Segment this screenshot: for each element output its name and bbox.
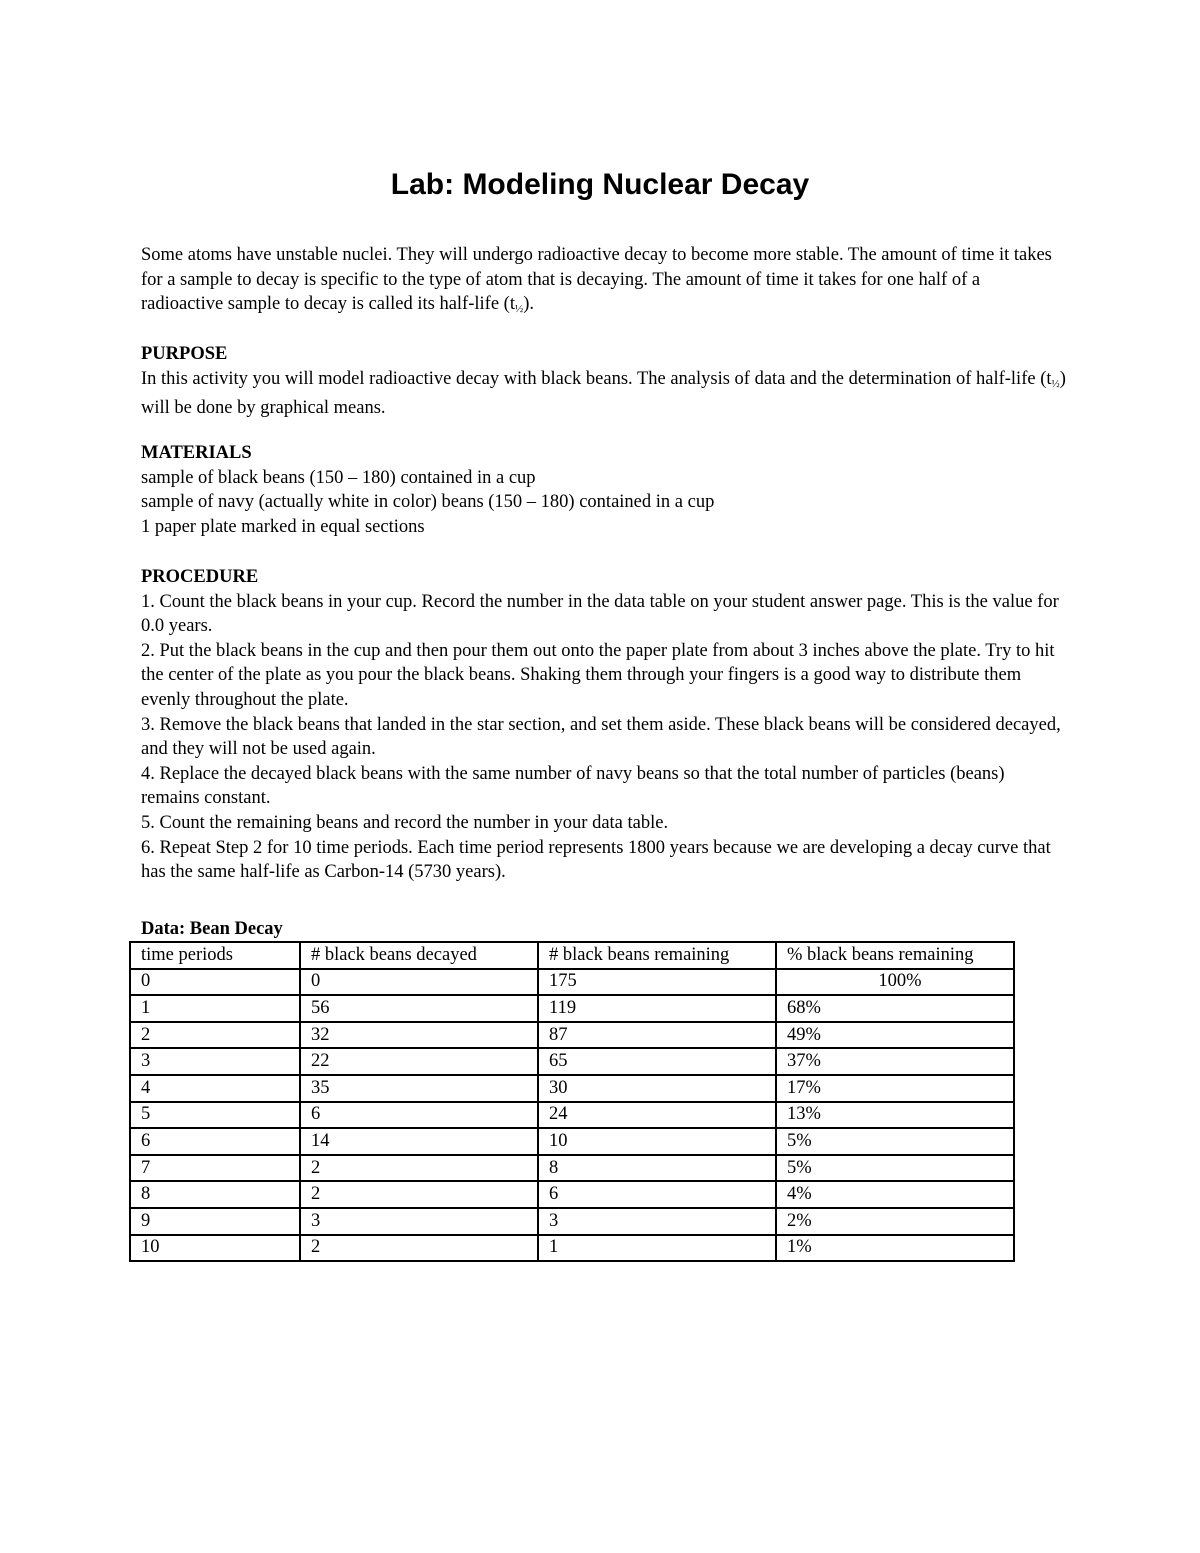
intro-text-end: ). — [523, 294, 535, 315]
page-title: Lab: Modeling Nuclear Decay — [390, 168, 810, 201]
table-header-cell: # black beans decayed — [300, 942, 538, 969]
table-header-cell: time periods — [130, 942, 300, 969]
half-life-subscript: ½ — [514, 303, 524, 316]
table-caption: Data: Bean Decay — [141, 919, 283, 939]
procedure-heading: PROCEDURE — [141, 567, 259, 587]
table-cell: 1 — [538, 1235, 776, 1262]
materials-heading: MATERIALS — [141, 443, 252, 463]
table-cell: 22 — [300, 1048, 538, 1075]
materials-item: sample of black beans (150 – 180) contained in a cup — [141, 467, 536, 488]
table-cell: 4 — [130, 1075, 300, 1102]
table-cell: 100% — [776, 969, 1014, 996]
table-row — [130, 1075, 1014, 1102]
table-cell: 6 — [300, 1102, 538, 1129]
table-cell: 175 — [538, 969, 776, 996]
intro-text: Some atoms have unstable nuclei. They will undergo radioactive decay to become more stable. The amount of time it takes for a sample to decay is specific to the type of atom that is decaying. The amount of time it takes for one half of a radioactive sample to decay is called its half-life (t — [141, 245, 1052, 315]
table-cell: 37% — [776, 1048, 1014, 1075]
table-cell: 32 — [300, 1022, 538, 1049]
table-row — [130, 1022, 1014, 1049]
materials-section — [141, 441, 1066, 539]
table-cell: 4% — [776, 1181, 1014, 1208]
table-row — [130, 969, 1014, 996]
table-cell: 14 — [300, 1128, 538, 1155]
table-row — [130, 1048, 1014, 1075]
table-cell: 2% — [776, 1208, 1014, 1235]
table-cell: 3 — [300, 1208, 538, 1235]
table-header-cell: % black beans remaining — [776, 942, 1014, 969]
table-cell: 1% — [776, 1235, 1014, 1262]
table-cell: 9 — [130, 1208, 300, 1235]
purpose-heading: PURPOSE — [141, 344, 228, 364]
procedure-step: 5. Count the remaining beans and record the number in your data table. — [141, 812, 669, 833]
table-cell: 3 — [538, 1208, 776, 1235]
table-row — [130, 1102, 1014, 1129]
procedure-step: 2. Put the black beans in the cup and then pour them out onto the paper plate from about 3 inches above the plate. Try to hit the center of the plate as you pour the black beans. Shaking them through your fingers is a good way to distribute them evenly throughout the plate. — [141, 640, 1055, 710]
table-row — [130, 995, 1014, 1022]
purpose-text: In this activity you will model radioactive decay with black beans. The analysis of data and the determination of half-life (t — [141, 368, 1052, 389]
table-row — [130, 1155, 1014, 1182]
table-cell: 1 — [130, 995, 300, 1022]
table-row — [130, 1128, 1014, 1155]
table-cell: 119 — [538, 995, 776, 1022]
table-cell: 10 — [538, 1128, 776, 1155]
table-cell: 0 — [300, 969, 538, 996]
procedure-step: 4. Replace the decayed black beans with the same number of navy beans so that the total number of particles (beans) remains constant. — [141, 763, 1005, 809]
table-cell: 2 — [300, 1181, 538, 1208]
table-cell: 8 — [130, 1181, 300, 1208]
purpose-text-end: ) will be done by graphical means. — [141, 368, 1066, 419]
table-cell: 68% — [776, 995, 1014, 1022]
table-cell: 30 — [538, 1075, 776, 1102]
table-cell: 13% — [776, 1102, 1014, 1129]
table-cell: 6 — [130, 1128, 300, 1155]
table-cell: 8 — [538, 1155, 776, 1182]
table-cell: 7 — [130, 1155, 300, 1182]
table-row — [130, 1181, 1014, 1208]
table-cell: 65 — [538, 1048, 776, 1075]
half-life-subscript: ½ — [1051, 377, 1060, 390]
intro-paragraph — [141, 243, 1066, 322]
table-cell: 49% — [776, 1022, 1014, 1049]
table-cell: 87 — [538, 1022, 776, 1049]
procedure-step: 3. Remove the black beans that landed in the star section, and set them aside. These black beans will be considered decayed, and they will not be used again. — [141, 714, 1061, 760]
table-cell: 24 — [538, 1102, 776, 1129]
table-cell: 6 — [538, 1181, 776, 1208]
table-cell: 17% — [776, 1075, 1014, 1102]
purpose-section — [141, 342, 1066, 421]
procedure-section — [141, 565, 1066, 885]
table-header-cell: # black beans remaining — [538, 942, 776, 969]
table-row — [130, 1208, 1014, 1235]
table-cell: 3 — [130, 1048, 300, 1075]
procedure-step: 1. Count the black beans in your cup. Record the number in the data table on your student answer page. This is the value for 0.0 years. — [141, 591, 1059, 637]
procedure-step: 6. Repeat Step 2 for 10 time periods. Each time period represents 1800 years because we are developing a decay curve that has the same half-life as Carbon-14 (5730 years). — [141, 837, 1051, 883]
bean-decay-table — [129, 941, 1015, 1262]
table-cell: 5 — [130, 1102, 300, 1129]
table-cell: 5% — [776, 1128, 1014, 1155]
table-header-row — [130, 942, 1014, 969]
table-cell: 56 — [300, 995, 538, 1022]
materials-item: 1 paper plate marked in equal sections — [141, 516, 425, 537]
table-cell: 5% — [776, 1155, 1014, 1182]
table-cell: 2 — [300, 1235, 538, 1262]
table-cell: 0 — [130, 969, 300, 996]
table-row — [130, 1235, 1014, 1262]
table-cell: 10 — [130, 1235, 300, 1262]
table-cell: 2 — [130, 1022, 300, 1049]
materials-item: sample of navy (actually white in color) beans (150 – 180) contained in a cup — [141, 492, 715, 513]
table-cell: 35 — [300, 1075, 538, 1102]
table-cell: 2 — [300, 1155, 538, 1182]
